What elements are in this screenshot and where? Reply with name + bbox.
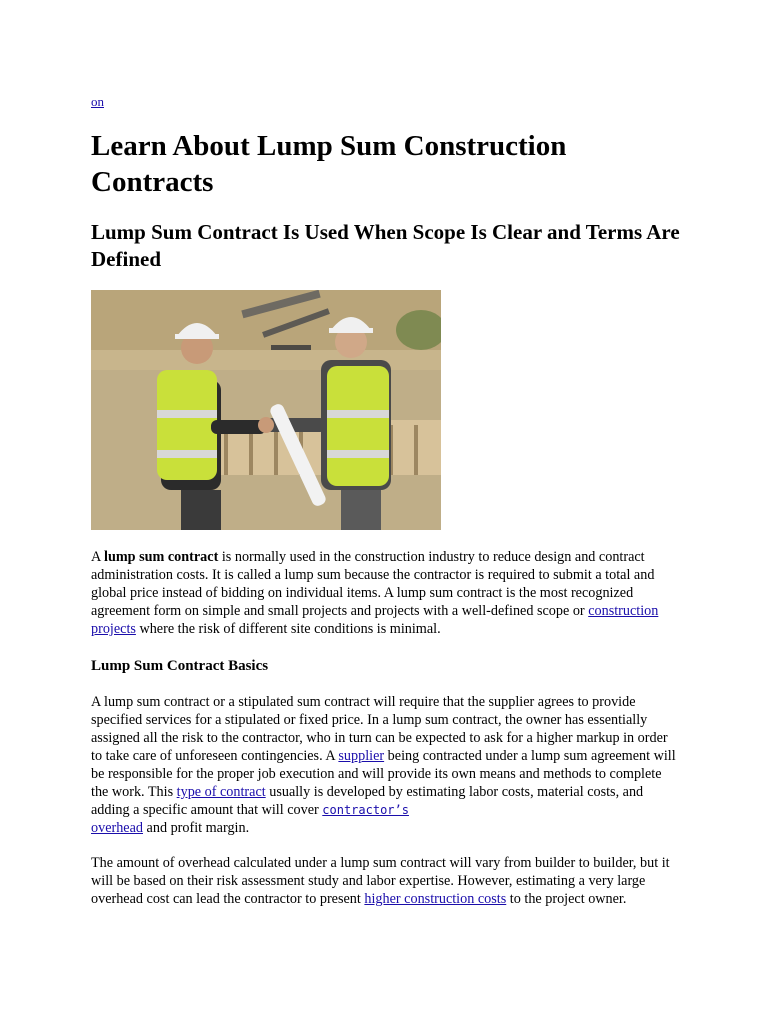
basics-text-3: usually is developed by estimating labor costs, material costs, and adding a specific amount that will cover [91, 784, 644, 818]
link-supplier[interactable]: supplier [338, 748, 385, 764]
page-subtitle: Lump Sum Contract Is Used When Scope Is Clear and Terms Are Defined [91, 220, 680, 271]
page-title: Learn About Lump Sum Construction Contracts [91, 130, 567, 198]
basics-text-4: and profit margin. [143, 820, 250, 836]
link-type-of-contract[interactable]: type of contract [176, 784, 266, 800]
section-heading: Lump Sum Contract Basics [91, 658, 269, 674]
intro-bold-term: lump sum contract [104, 549, 219, 565]
overhead-text-1: The amount of overhead calculated under a lump sum contract will vary from builder to builder, but it will be based on their risk assessment study and labor expertise. However, estimating a very large overhead cost can lead the contractor to present [91, 855, 670, 907]
link-overhead[interactable]: overhead [91, 820, 143, 836]
link-construction-projects[interactable]: construction projects [91, 603, 659, 637]
intro-text-1: A [91, 549, 105, 565]
basics-paragraph [91, 693, 681, 837]
basics-text-2: being contracted under a lump sum agreement will be responsible for the proper job execution and will provide its own means and methods to complete the work. This [91, 748, 676, 800]
intro-text-2: is normally used in the construction industry to reduce design and contract administration costs. It is called a lump sum because the contractor is required to submit a total and global price instead of bidding on individual items. A lump sum contract is the most recognized agreement form on simple and small projects and projects with a well-defined scope or [91, 549, 655, 619]
construction-workers-handshake-photo [91, 290, 441, 530]
overhead-text-2: to the project owner. [506, 891, 627, 907]
top-link[interactable]: on [91, 94, 104, 109]
overhead-paragraph [91, 854, 681, 908]
basics-text-1: A lump sum contract or a stipulated sum contract will require that the supplier agrees to provide specified services for a stipulated or fixed price. In a lump sum contract, the owner has essentially assigned all the risk to the contractor, who in turn can be expected to ask for a higher markup in order to take care of unforeseen contingencies. A [91, 694, 668, 764]
intro-paragraph [91, 548, 681, 638]
link-contractors[interactable]: contractor’s [322, 803, 409, 817]
intro-text-3: where the risk of different site conditions is minimal. [135, 621, 441, 637]
link-higher-construction-costs[interactable]: higher construction costs [364, 891, 507, 907]
